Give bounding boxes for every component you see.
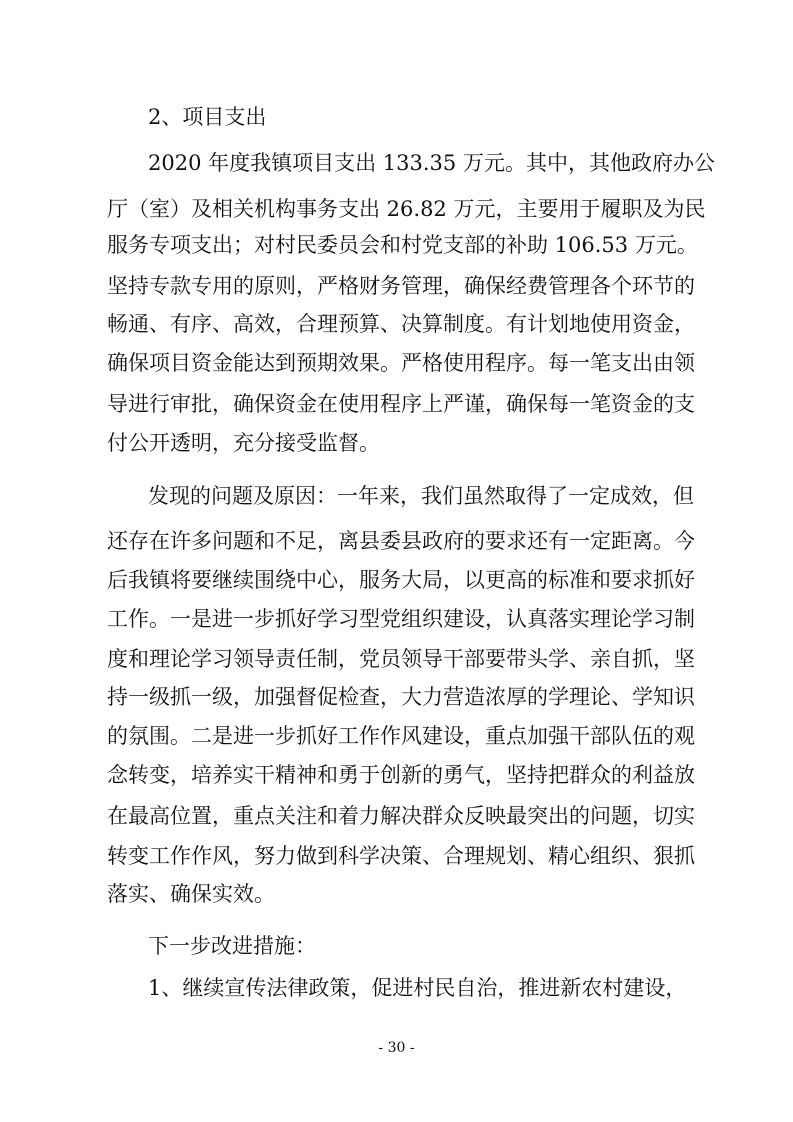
section-heading: 下一步改进措施： (148, 934, 316, 958)
paragraph-line: 的氛围。二是进一步抓好工作作风建设，重点加强干部队伍的观 (107, 724, 695, 748)
paragraph-line: 发现的问题及原因：一年来，我们虽然取得了一定成效，但 (148, 484, 694, 508)
paragraph-line: 导进行审批，确保资金在使用程序上严谨，确保每一笔资金的支 (107, 392, 695, 416)
paragraph-line: 1、继续宣传法律政策，促进村民自治，推进新农村建设， (148, 976, 687, 1000)
paragraph-line: 厅（室）及相关机构事务支出 26.82 万元，主要用于履职及为民 (107, 197, 706, 221)
paragraph-line: 付公开透明，充分接受监督。 (107, 431, 380, 455)
paragraph-line: 服务专项支出；对村民委员会和村党支部的补助 106.53 万元。 (107, 233, 698, 257)
paragraph-line: 在最高位置，重点关注和着力解决群众反映最突出的问题，切实 (107, 804, 695, 828)
paragraph-line: 落实、确保实效。 (107, 882, 275, 906)
paragraph-line: 2020 年度我镇项目支出 133.35 万元。其中，其他政府办公 (148, 151, 715, 175)
paragraph-line: 坚持专款专用的原则，严格财务管理，确保经费管理各个环节的 (107, 274, 695, 298)
paragraph-line: 工作。一是进一步抓好学习型党组织建设，认真落实理论学习制 (107, 607, 695, 631)
paragraph-line: 确保项目资金能达到预期效果。严格使用程序。每一笔支出由领 (107, 351, 695, 375)
paragraph-line: 畅通、有序、高效，合理预算、决算制度。有计划地使用资金， (107, 312, 695, 336)
paragraph-line: 念转变，培养实干精神和勇于创新的勇气，坚持把群众的利益放 (107, 763, 695, 787)
paragraph-line: 还存在许多问题和不足，离县委县政府的要求还有一定距离。今 (107, 529, 695, 553)
paragraph-line: 转变工作作风，努力做到科学决策、合理规划、精心组织、狠抓 (107, 844, 695, 868)
paragraph-line: 度和理论学习领导责任制，党员领导干部要带头学、亲自抓，坚 (107, 647, 695, 671)
paragraph-line: 持一级抓一级，加强督促检查，大力营造浓厚的学理论、学知识 (107, 685, 695, 709)
section-heading: 2、项目支出 (148, 105, 267, 129)
paragraph-line: 后我镇将要继续围绕中心，服务大局，以更高的标准和要求抓好 (107, 568, 695, 592)
page-number: - 30 - (378, 1040, 415, 1056)
